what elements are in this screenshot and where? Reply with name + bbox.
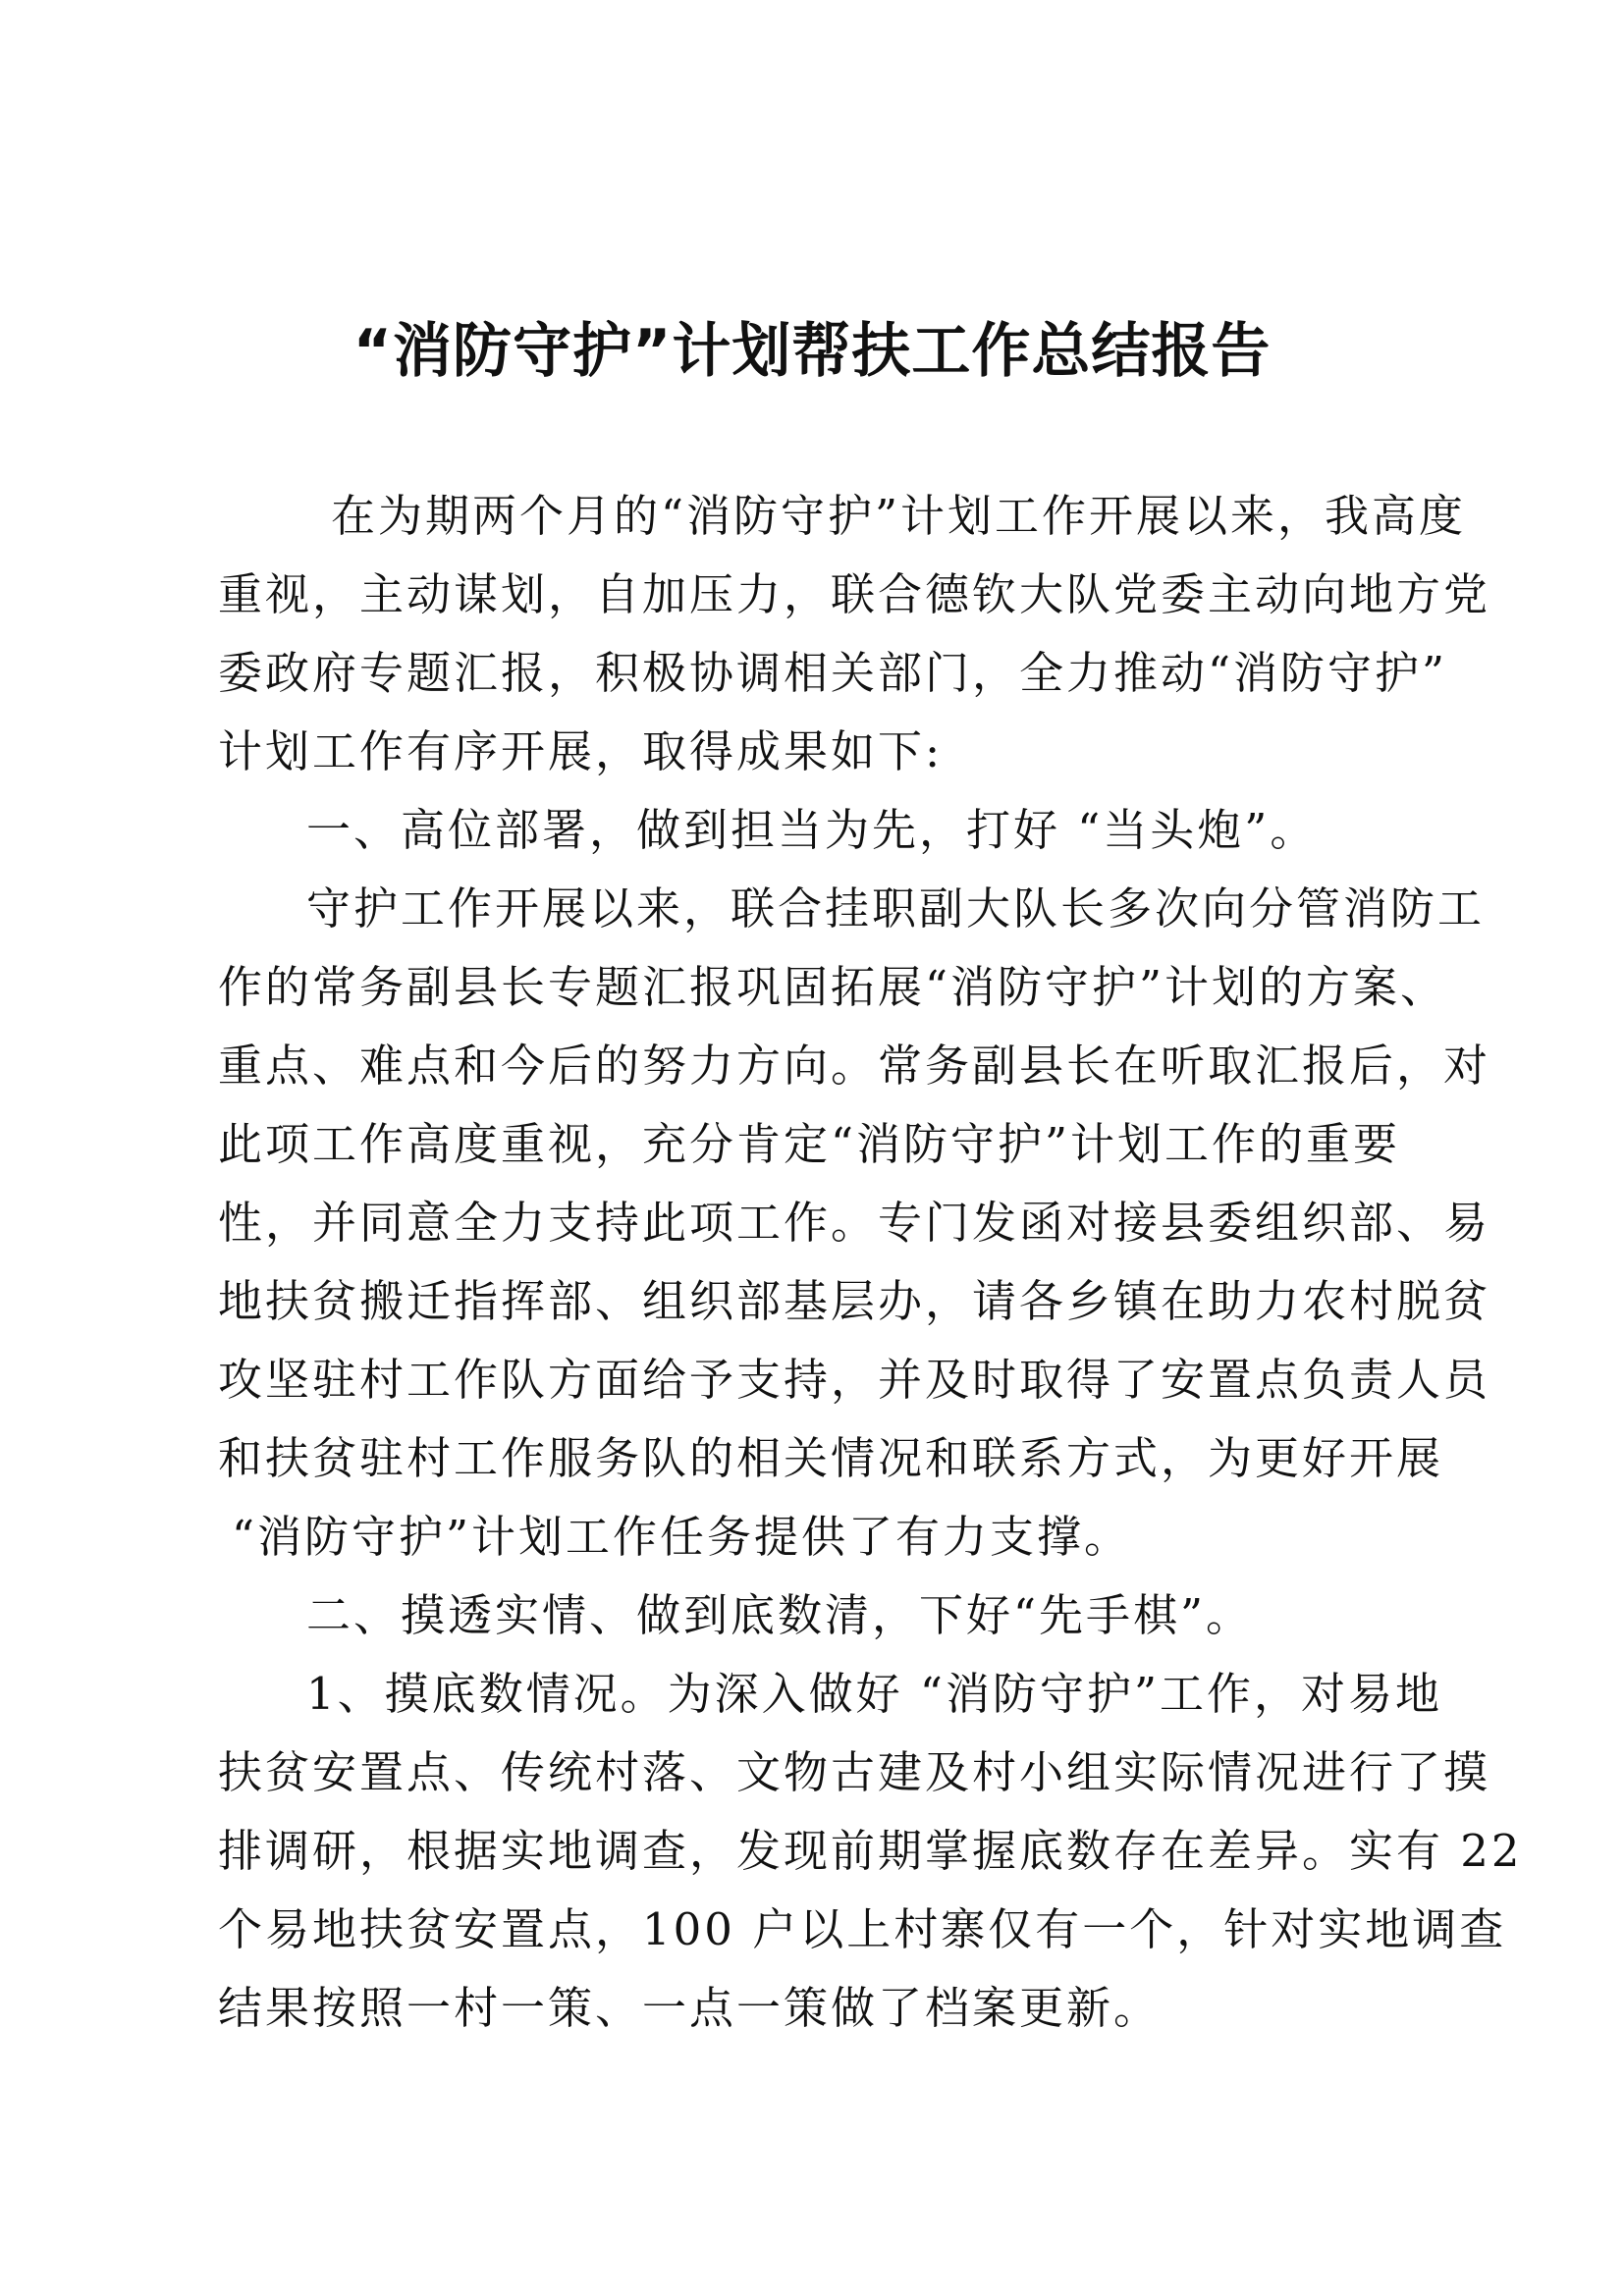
paragraph-line: 在为期两个月的“消防守护”计划工作开展以来，我高度 — [331, 490, 1467, 542]
paragraph-line: 攻坚驻村工作队方面给予支持，并及时取得了安置点负责人员 — [218, 1354, 1491, 1406]
paragraph-line: 重点、难点和今后的努力方向。常务副县长在听取汇报后，对 — [218, 1040, 1491, 1092]
document-title: “消防守护”计划帮扶工作总结报告 — [352, 317, 1272, 386]
paragraph-line: 1、摸底数情况。为深入做好 “消防守护”工作，对易地 — [306, 1668, 1442, 1720]
paragraph-line: 重视，主动谋划，自加压力，联合德钦大队党委主动向地方党 — [218, 568, 1491, 620]
paragraph-line: 性，并同意全力支持此项工作。专门发函对接县委组织部、易 — [218, 1197, 1491, 1249]
section-heading: 一、高位部署，做到担当为先，打好 “当头炮”。 — [306, 804, 1318, 856]
paragraph-line: 和扶贫驻村工作服务队的相关情况和联系方式，为更好开展 — [218, 1432, 1444, 1484]
paragraph-line: 此项工作高度重视，充分肯定“消防守护”计划工作的重要 — [218, 1118, 1401, 1170]
paragraph-line: 守护工作开展以来，联合挂职副大队长多次向分管消防工 — [306, 882, 1486, 934]
paragraph-line: 结果按照一村一策、一点一策做了档案更新。 — [218, 1982, 1162, 2034]
paragraph-line: 扶贫安置点、传统村落、文物古建及村小组实际情况进行了摸 — [218, 1746, 1491, 1798]
paragraph-line: 地扶贫搬迁指挥部、组织部基层办，请各乡镇在助力农村脱贫 — [218, 1275, 1491, 1327]
paragraph-line: “消防守护”计划工作任务提供了有力支撑。 — [232, 1511, 1132, 1563]
paragraph-line: 委政府专题汇报，积极协调相关部门，全力推动“消防守护” — [218, 647, 1448, 699]
paragraph-line: 排调研，根据实地调查，发现前期掌握底数存在差异。实有 22 — [218, 1825, 1523, 1877]
paragraph-line: 计划工作有序开展，取得成果如下: — [218, 725, 944, 777]
paragraph-line: 作的常务副县长专题汇报巩固拓展“消防守护”计划的方案、 — [218, 961, 1448, 1013]
paragraph-line: 个易地扶贫安置点，100 户以上村寨仅有一个，针对实地调查 — [218, 1903, 1507, 1955]
section-heading: 二、摸透实情、做到底数清，下好“先手棋”。 — [306, 1589, 1254, 1641]
